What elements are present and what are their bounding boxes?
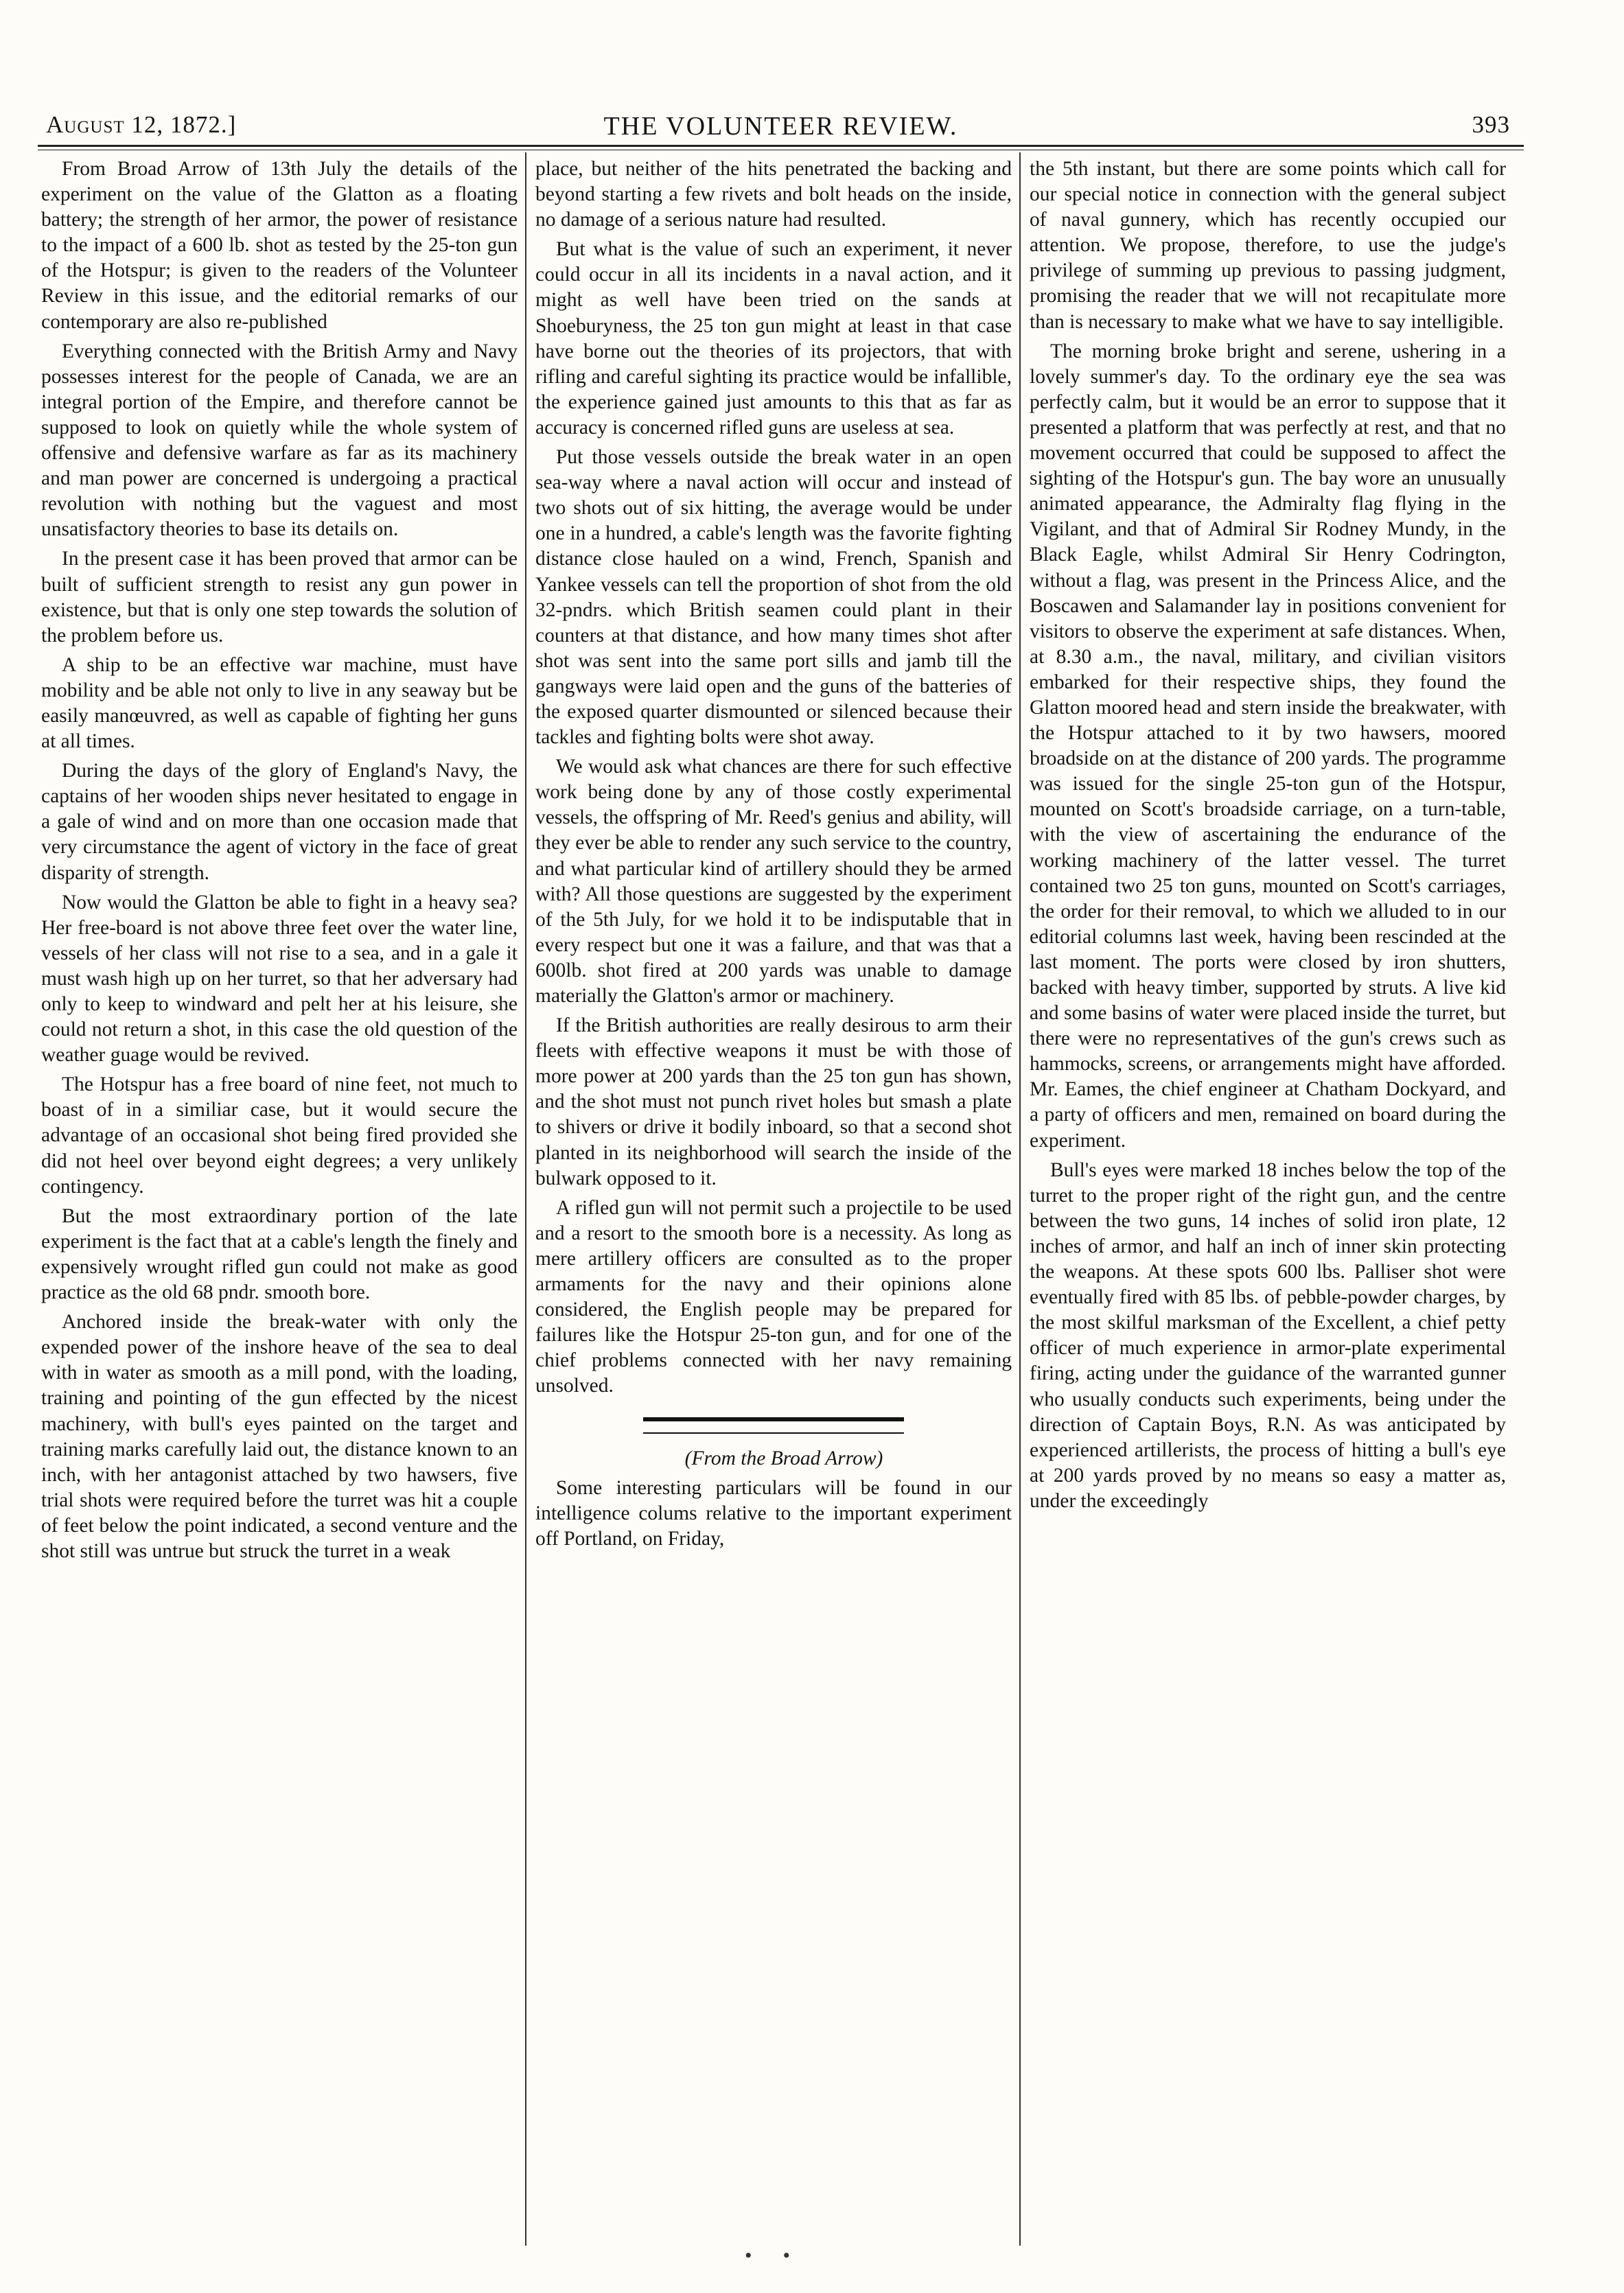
paragraph: But the most extraordinary portion of the late experiment is the fact that at a cable's length the finely and expensively wrought rifled gun could not make as good practice as the old 68 pndr. smooth bore. <box>41 1204 518 1304</box>
paragraph: But what is the value of such an experiment, it never could occur in all its incidents in a naval action, and it might as well have been tried on the sands at Shoeburyness, the 25 ton gun might at least in that case have borne out the theories of its projectors, that with rifling and careful sighting its practice would be infallible, the experience gained just amounts to this that as far as accuracy is concerned rifled guns are useless at sea. <box>535 238 1012 439</box>
print-specks: • • <box>745 2244 791 2267</box>
page-header <box>38 107 1524 143</box>
paragraph: The morning broke bright and serene, ushering in a lovely summer's day. To the ordinary eye the sea was perfectly calm, but it would be an error to suppose that it presented a platform that was perfectly at rest, and that no movement occurred that could be supposed to affect the sighting of the Hotspur's gun. The bay wore an unusually animated appearance, the Admiralty flag flying in the Vigilant, and that of Admiral Sir Rodney Mundy, in the Black Eagle, whilst Admiral Sir Henry Codrington, without a flag, was present in the Princess Alice, and the Boscawen and Salamander lay in positions convenient for visitors to observe the experiment at safe distances. When, at 8.30 a.m., the naval, military, and civilian visitors embarked for their respective ships, they found the Glatton moored head and stern inside the breakwater, with the Hotspur attached to it by two hawsers, moored broadside on at the distance of 200 yards. The programme was issued for the single 25-ton gun of the Hotspur, mounted on Scott's broadside carriage, on a turn-table, with the view of ascertaining the endurance of the working machinery of the latter vessel. The turret contained two 25 ton guns, mounted on Scott's carriages, the order for their removal, to which we alluded to in our editorial columns last week, having been rescinded at the last moment. The ports were closed by iron shutters, backed with heavy timber, supported by struts. A live kid and some basins of water were placed inside the turret, but there were no representatives of the gun's crews such as hammocks, screens, or arrangements might have afforded. Mr. Eames, the chief engineer at Chatham Dockyard, and a party of officers and men, remained on board during the experiment. <box>1030 340 1506 1152</box>
paragraph: We would ask what chances are there for such effective work being done by any of those costly experimental vessels, the offspring of Mr. Reed's genius and ability, will they ever be able to render any such service to the country, and what particular kind of artillery should they be armed with? All those questions are suggested by the experiment of the 5th July, for we hold it to be indisputable that in every respect but one it was a failure, and that was that a 600lb. shot fired at 200 yards was unable to damage materially the Glatton's armor or machinery. <box>535 756 1012 1007</box>
paragraph: Everything connected with the British Army and Navy possesses interest for the people of Canada, we are an integral portion of the Empire, and therefore cannot be supposed to look on quietly while the whole system of offensive and defensive warfare as far as its machinery and man power are concerned is undergoing a practical revolution with nothing but the vaguest and most unsatisfactory theories to base its details on. <box>41 340 518 541</box>
section-divider <box>643 1417 904 1434</box>
paragraph: Put those vessels outside the break water in an open sea-way where a naval action will occur and instead of two shots out of six hitting, the average would be under one in a hundred, a cable's length was the favorite fighting distance close hauled on a wind, French, Spanish and Yankee vessels can tell the proportion of shot from the old 32-pndrs. which British seamen could plant in their counters at that distance, and how many times shot after shot was sent into the same port sills and jamb till the gangways were laid open and the guns of the batteries of the exposed quarter dismounted or silenced because their tackles and fighting bolts were shot away. <box>535 446 1012 749</box>
paragraph: A rifled gun will not permit such a projectile to be used and a resort to the smooth bore is a necessity. As long as mere artillery officers are consulted as to the proper armaments for the navy and their opinions alone considered, the English people may be prepared for failures like the Hotspur 25-ton gun, and for one of the chief problems connected with her navy remaining unsolved. <box>535 1196 1012 1397</box>
paragraph: During the days of the glory of England's Navy, the captains of her wooden ships never hesitated to engage in a gale of wind and on more than one occasion made that very circumstance the agent of victory in the face of great disparity of strength. <box>41 760 518 884</box>
column-2 <box>535 156 1012 2243</box>
column-divider <box>525 152 526 2246</box>
issue-date: August 12, 1872.] <box>46 111 237 138</box>
paragraph: Anchored inside the break-water with only the expended power of the inshore heave of the sea to deal with in water as smooth as a mill pond, with the loading, training and pointing of the gun effected by the nicest machinery, with bull's eyes painted on the target and training marks carefully laid out, the distance known to an inch, with her antagonist attached by two hawsers, five trial shots were required before the turret was hit a couple of feet below the point indicated, a second venture and the shot still was untrue but struck the turret in a weak <box>41 1311 518 1562</box>
paragraph: place, but neither of the hits penetrated the backing and beyond starting a few rivets and bolt heads on the inside, no damage of a serious nature had resulted. <box>535 158 1012 231</box>
paragraph: A ship to be an effective war machine, must have mobility and be able not only to live in any seaway but be easily manœuvred, as well as capable of fighting her guns at all times. <box>41 653 518 753</box>
paragraph: Some interesting particulars will be found in our intelligence colums relative to the important experiment off Portland, on Friday, <box>535 1476 1012 1550</box>
column-divider <box>1019 152 1021 2246</box>
column-3 <box>1030 156 1506 2243</box>
paragraph: The Hotspur has a free board of nine feet, not much to boast of in a similiar case, but it would secure the advantage of an occasional shot being fired provided she did not heel over beyond eight degrees; a very unlikely contingency. <box>41 1073 518 1198</box>
paragraph: If the British authorities are really desirous to arm their fleets with effective weapons it must be with those of more power at 200 yards than the 25 ton gun has shown, and the shot must not punch rivet holes but smash a plate to shivers or drive it bodily inboard, so that a second shot planted in its neighborhood will search the inside of the bulwark opposed to it. <box>535 1014 1012 1189</box>
section-heading: (From the Broad Arrow) <box>684 1447 883 1469</box>
paragraph: Bull's eyes were marked 18 inches below the top of the turret to the proper right of the right gun, and the centre between the two guns, 14 inches of solid iron plate, 12 inches of armor, and half an inch of inner skin protecting the weapons. At these spots 600 lbs. Palliser shot were eventually fired with 85 lbs. of pebble-powder charges, by the most skilful marksman of the Excellent, a chief petty officer of much experience in armor-plate experimental firing, acting under the guidance of the warranted gunner who usually conducts such experiments, being under the direction of Captain Boys, R.N. As was anticipated by experienced artillerists, the process of hitting a bull's eye at 200 yards proved by no means so easy a matter as, under the exceedingly <box>1030 1159 1506 1512</box>
page-number: 393 <box>1472 111 1510 138</box>
paragraph: In the present case it has been proved that armor can be built of sufficient strength to resist any gun power in existence, but that is only one step towards the solution of the problem before us. <box>41 548 518 647</box>
column-1 <box>41 156 518 2243</box>
header-rule <box>38 145 1524 150</box>
paragraph: From Broad Arrow of 13th July the details of the experiment on the value of the Glatton as a floating battery; the strength of her armor, the power of resistance to the impact of a 600 lb. shot as tested by the 25-ton gun of the Hotspur; is given to the readers of the Volunteer Review in this issue, and the editorial remarks of our contemporary are also re-published <box>41 158 518 333</box>
publication-title: THE VOLUNTEER REVIEW. <box>603 112 958 141</box>
paragraph: the 5th instant, but there are some points which call for our special notice in connection with the general subject of naval gunnery, which has recently occupied our attention. We propose, therefore, to use the judge's privilege of summing up previous to passing judgment, promising the reader that we will not recapitulate more than is necessary to make what we have to say intelligible. <box>1030 158 1506 333</box>
paragraph: Now would the Glatton be able to fight in a heavy sea? Her free-board is not above three feet over the water line, vessels of her class will not rise to a sea, and in a gale it must wash high up on her turret, so that her adversary had only to keep to windward and pelt her at his leisure, she could not return a shot, in this case the old question of the weather guage would be revived. <box>41 891 518 1067</box>
